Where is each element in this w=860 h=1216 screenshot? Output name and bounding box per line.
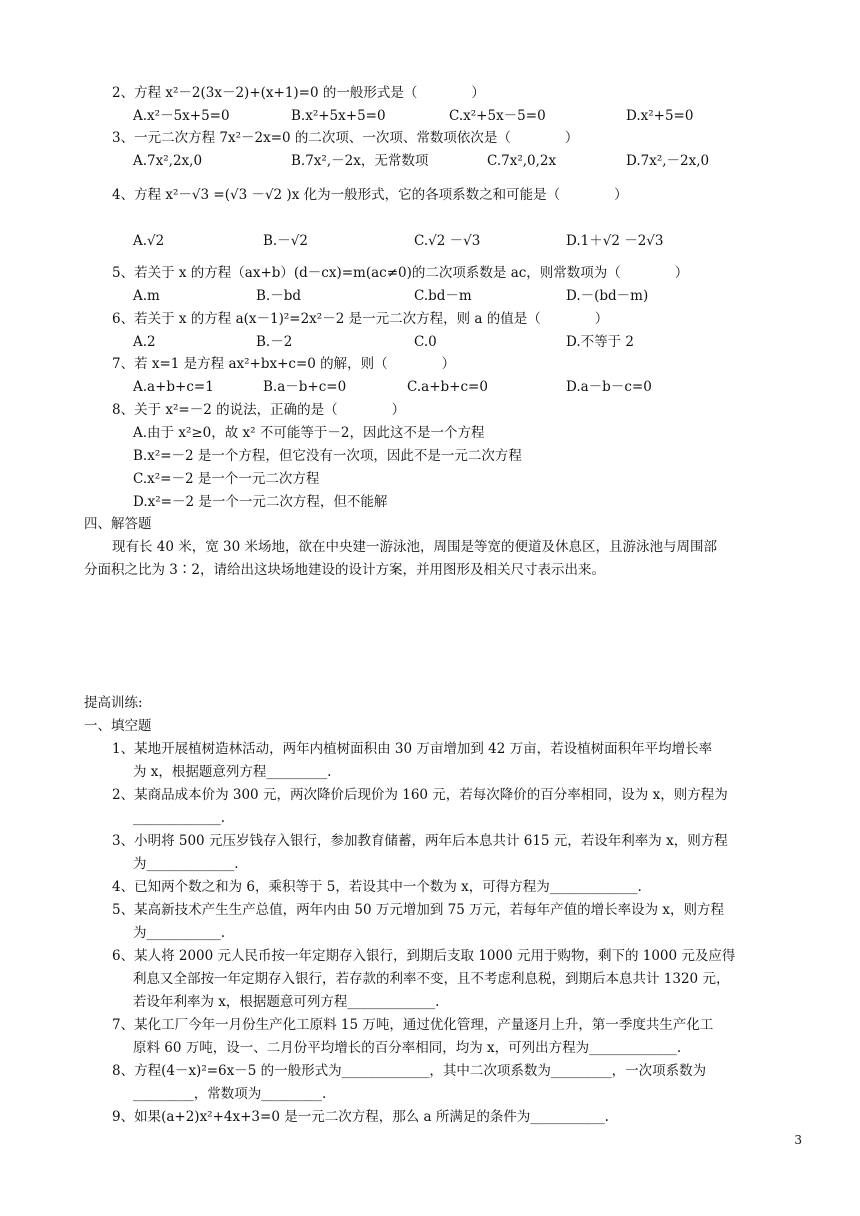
option-b: B.－√2 (263, 233, 308, 249)
option-c: C.bd－m (414, 288, 472, 304)
fill-question-line: 9、如果(a+2)x²+4x+3=0 是一元二次方程，那么 a 所满足的条件为___________. (112, 1109, 609, 1125)
option-a: A.7x²,2x,0 (133, 153, 203, 169)
question-stem: 2、方程 x²－2(3x－2)+(x+1)=0 的一般形式是（ ） (112, 85, 485, 101)
option-a: A.m (133, 288, 160, 304)
question-stem: 4、方程 x²－√3 =(√3 －√2 )x 化为一般形式，它的各项系数之和可能是（ ） (112, 187, 628, 203)
fill-question-line: _________，常数项为_________. (133, 1086, 327, 1102)
fill-question-line: 为_____________. (133, 856, 239, 872)
fill-question-line: 为 x，根据题意列方程_________. (133, 764, 332, 780)
option-b: B.－bd (256, 288, 301, 304)
option-a: A.由于 x²≥0，故 x² 不可能等于－2，因此这不是一个方程 (133, 425, 485, 441)
option-a: A.a+b+c=1 (133, 379, 214, 395)
page-number: 3 (794, 1133, 802, 1147)
advanced-title: 提高训练: (84, 695, 143, 711)
fill-question-line: 7、某化工厂今年一月份生产化工原料 15 万吨，通过优化管理，产量逐月上升，第一季度共生产化工 (112, 1017, 714, 1033)
fill-question-line: 为___________. (133, 925, 226, 941)
fill-question-line: 4、已知两个数之和为 6，乘积等于 5，若设其中一个数为 x，可得方程为_____________. (112, 879, 642, 895)
question-stem: 3、一元二次方程 7x²－2x=0 的二次项、一次项、常数项依次是（ ） (112, 130, 579, 146)
option-c: C.√2 －√3 (414, 233, 481, 249)
option-a: A.2 (133, 334, 156, 350)
fill-question-line: 原料 60 万吨，设一、二月份平均增长的百分率相同，均为 x，可列出方程为_____________. (133, 1040, 682, 1056)
option-d: D.x²+5=0 (626, 108, 694, 124)
fill-question-line: 5、某高新技术产生生产总值，两年内由 50 万元增加到 75 万元，若每年产值的增长率设为 x，则方程 (112, 902, 725, 918)
fill-question-line: 若设年利率为 x，根据题意可列方程_____________. (133, 994, 440, 1010)
option-d: D.不等于 2 (566, 334, 635, 350)
fill-question-line: 2、某商品成本价为 300 元，两次降价后现价为 160 元，若每次降价的百分率相同，设为 x，则方程为 (112, 787, 728, 803)
fill-question-line: 1、某地开展植树造林活动，两年内植树面积由 30 万亩增加到 42 万亩，若设植树面积年平均增长率 (112, 741, 713, 757)
fill-question-line: _____________. (133, 810, 226, 826)
option-b: B.－2 (256, 334, 293, 350)
section-heading: 一、填空题 (84, 718, 152, 734)
option-b: B.x²+5x+5=0 (291, 108, 386, 124)
option-d: D.1＋√2 －2√3 (566, 233, 664, 249)
option-d: D.a－b－c=0 (566, 379, 652, 395)
option-c: C.x²+5x－5=0 (449, 108, 546, 124)
fill-question-line: 3、小明将 500 元压岁钱存入银行，参加教育储蓄，两年后本息共计 615 元，若设年利率为 x，则方程 (112, 833, 728, 849)
fill-question-line: 8、方程(4－x)²=6x－5 的一般形式为_____________，其中二次项系数为_________，一次项系数为 (112, 1063, 707, 1079)
fill-question-line: 利息又全部按一年定期存入银行，若存款的利率不变，且不考虑利息税，到期后本息共计 1320 元， (133, 971, 730, 987)
option-d: D.x²=－2 是一个一元二次方程，但不能解 (133, 494, 388, 510)
option-c: C.7x²,0,2x (487, 153, 557, 169)
option-b: B.a－b+c=0 (263, 379, 347, 395)
question-stem: 5、若关于 x 的方程（ax+b）(d－cx)=m(ac≠0)的二次项系数是 ac，则常数项为（ ） (112, 265, 689, 281)
option-a: A.x²－5x+5=0 (133, 108, 230, 124)
option-b: B.7x²,－2x，无常数项 (291, 153, 429, 169)
option-c: C.x²=－2 是一个一元二次方程 (133, 471, 320, 487)
option-a: A.√2 (133, 233, 165, 249)
option-d: D.－(bd－m) (566, 288, 649, 304)
question-stem: 6、若关于 x 的方程 a(x－1)²=2x²－2 是一元二次方程，则 a 的值是（ ） (112, 311, 609, 327)
paragraph-line: 现有长 40 米，宽 30 米场地，欲在中央建一游泳池，周围是等宽的便道及休息区，且游泳池与周围部 (112, 539, 718, 555)
option-c: C.0 (414, 334, 437, 350)
fill-question-line: 6、某人将 2000 元人民币按一年定期存入银行，到期后支取 1000 元用于购物，剩下的 1000 元及应得 (112, 948, 736, 964)
option-d: D.7x²,－2x,0 (626, 153, 710, 169)
section-heading: 四、解答题 (84, 516, 152, 532)
option-c: C.a+b+c=0 (407, 379, 488, 395)
question-stem: 8、关于 x²=－2 的说法，正确的是（ ） (112, 402, 406, 418)
question-stem: 7、若 x=1 是方程 ax²+bx+c=0 的解，则（ ） (112, 356, 456, 372)
option-b: B.x²=－2 是一个方程，但它没有一次项，因此不是一元二次方程 (133, 448, 522, 464)
paragraph-line: 分面积之比为 3∶2，请给出这块场地建设的设计方案，并用图形及相关尺寸表示出来。 (84, 562, 605, 578)
